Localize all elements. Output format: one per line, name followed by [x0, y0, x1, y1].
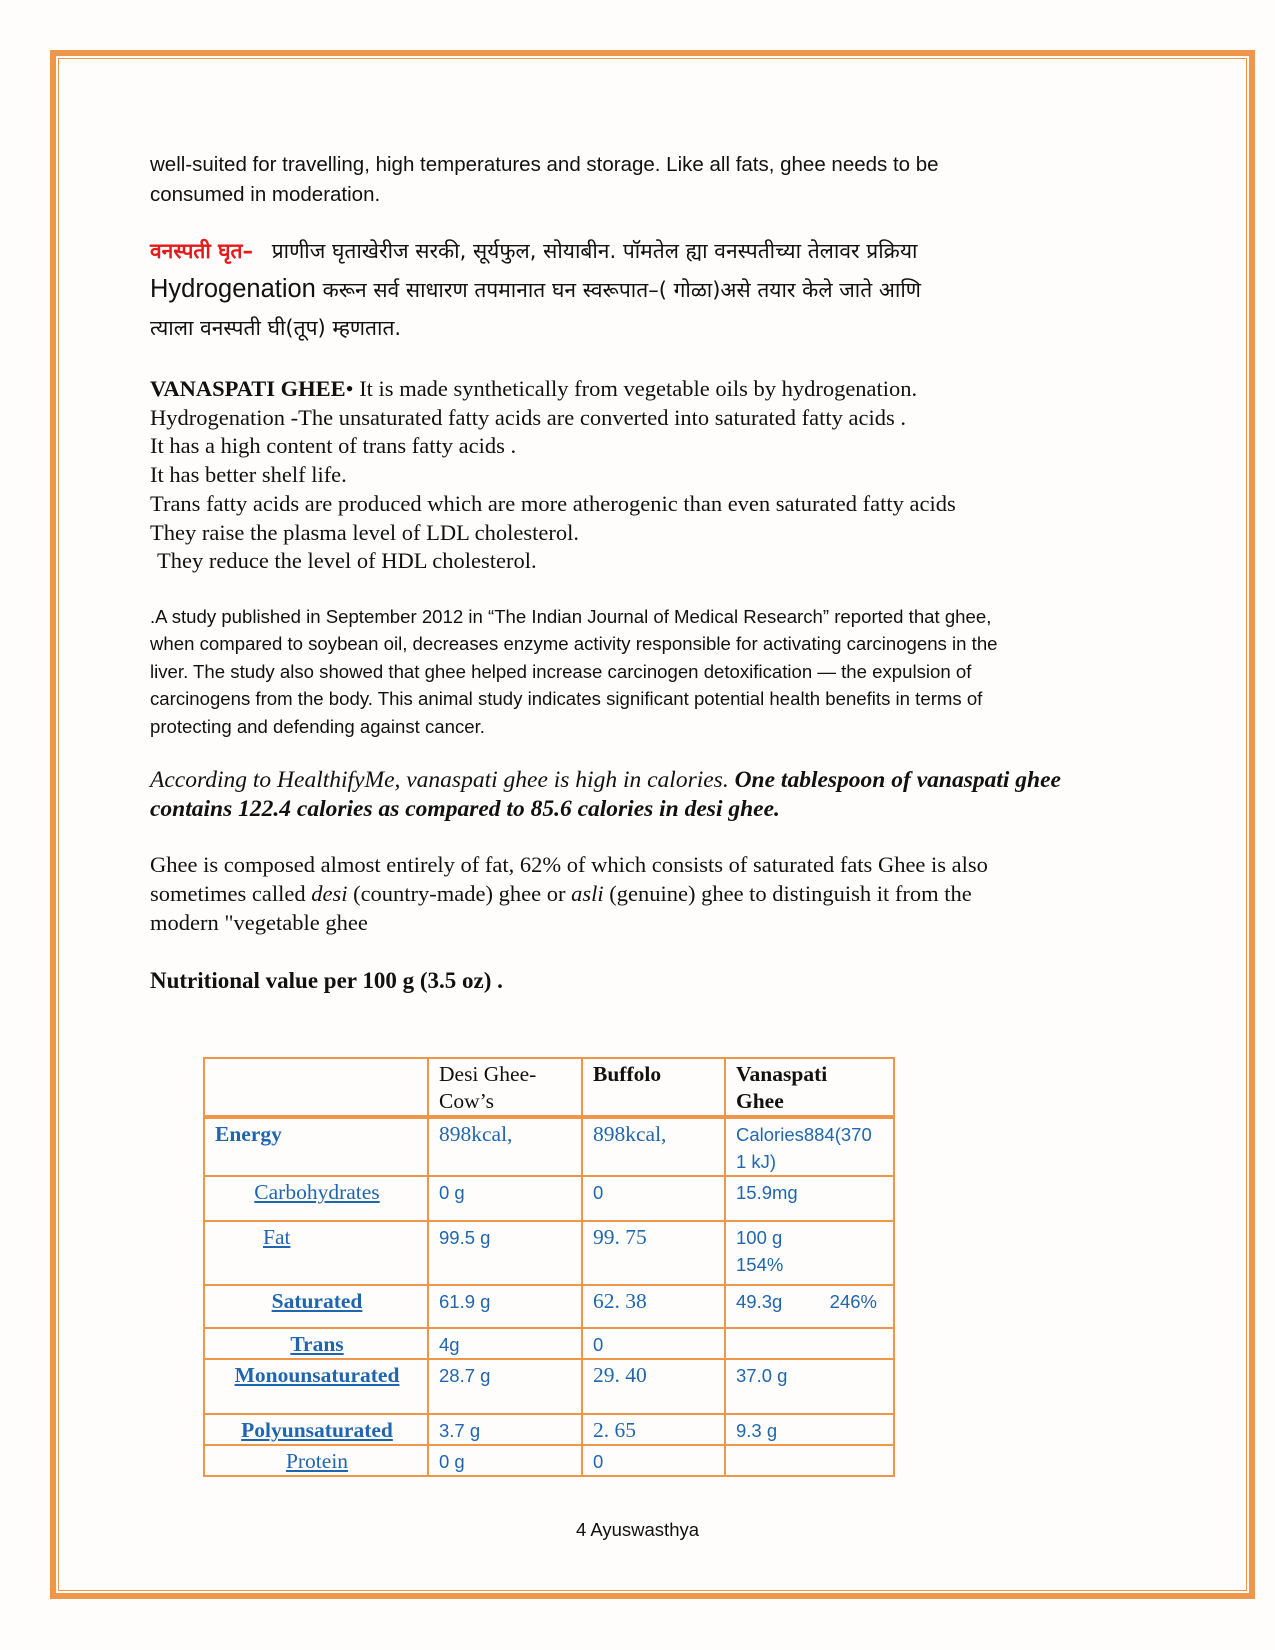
study-line: when compared to soybean oil, decreases enzyme activity responsible for activating carcinogens in the [150, 633, 998, 655]
study-line: carcinogens from the body. This animal study indicates significant potential health benefits in terms of [150, 688, 983, 710]
row-label-trans[interactable]: Trans [204, 1328, 428, 1359]
study-paragraph [150, 603, 1140, 741]
vanaspati-line: They reduce the level of HDL cholesterol. [157, 548, 537, 574]
cell-vanaspati [725, 1117, 894, 1176]
marathi-line: त्याला वनस्पती घी(तूप) म्हणतात. [150, 316, 402, 340]
cell-cow: 28.7 g [428, 1359, 582, 1414]
cell-cow: 4g [428, 1328, 582, 1359]
table-row [204, 1445, 894, 1476]
header-desi-ghee [428, 1058, 582, 1117]
header-empty-cell [204, 1058, 428, 1117]
cell-vanaspati [725, 1328, 894, 1359]
composed-text: sometimes called [150, 881, 312, 907]
header-text: Cow’s [439, 1089, 494, 1113]
composed-text: (country-made) ghee or [347, 881, 572, 907]
cell-vanaspati [725, 1445, 894, 1476]
table-header-row [204, 1058, 894, 1117]
table-row [204, 1359, 894, 1414]
table-row [204, 1414, 894, 1445]
composed-line: modern "vegetable ghee [150, 909, 368, 935]
intro-line: well-suited for travelling, high temperatures and storage. Like all fats, ghee needs to be [150, 153, 939, 176]
cell-cow: 898kcal, [428, 1117, 582, 1176]
cell-text: 154% [736, 1254, 784, 1275]
cell-cow: 0 g [428, 1445, 582, 1476]
cell-vanaspati: 15.9mg [725, 1176, 894, 1221]
cell-text: 49.3g [736, 1291, 783, 1312]
cell-vanaspati [725, 1221, 894, 1285]
header-text: Desi Ghee- [439, 1062, 537, 1086]
table-row [204, 1221, 894, 1285]
cell-text: Calories884(370 [736, 1124, 872, 1145]
header-text: Ghee [736, 1089, 784, 1113]
nutrition-table [203, 1057, 895, 1477]
study-line: liver. The study also showed that ghee helped increase carcinogen detoxification — the expulsion of [150, 660, 972, 682]
cell-vanaspati: 37.0 g [725, 1359, 894, 1414]
healthifyme-bold: contains 122.4 calories as compared to 85.6 calories in desi ghee. [150, 795, 780, 822]
cell-buffalo: 62. 38 [582, 1285, 725, 1328]
vanaspati-section [150, 375, 1140, 576]
healthifyme-italic: According to HealthifyMe, vanaspati ghee is high in calories. [150, 767, 729, 794]
cell-buffalo: 898kcal, [582, 1117, 725, 1176]
cell-text: 1 kJ) [736, 1151, 777, 1172]
composed-line: Ghee is composed almost entirely of fat, 62% of which consists of saturated fats Ghee is also [150, 852, 988, 878]
cell-buffalo: 99. 75 [582, 1221, 725, 1285]
cell-text: 100 g [736, 1227, 783, 1248]
vanaspati-line: They raise the plasma level of LDL cholesterol. [150, 519, 580, 545]
row-label-monounsaturated[interactable]: Monounsaturated [204, 1359, 428, 1414]
study-line: protecting and defending against cancer. [150, 715, 485, 737]
cell-vanaspati [725, 1285, 894, 1328]
marathi-heading: वनस्पती घृत– [150, 239, 254, 263]
cell-buffalo: 2. 65 [582, 1414, 725, 1445]
saturated-percent: 246% [829, 1291, 877, 1312]
cell-buffalo: 0 [582, 1176, 725, 1221]
table-row [204, 1117, 894, 1176]
hydrogenation-term: Hydrogenation [150, 275, 316, 303]
row-label-protein[interactable]: Protein [204, 1445, 428, 1476]
term-asli: asli [571, 881, 604, 907]
cell-cow: 61.9 g [428, 1285, 582, 1328]
row-label-carbohydrates[interactable]: Carbohydrates [204, 1176, 428, 1221]
table-row [204, 1328, 894, 1359]
vanaspati-line: It has a high content of trans fatty acids . [150, 433, 517, 459]
row-label-fat[interactable]: Fat [204, 1221, 428, 1285]
cell-vanaspati: 9.3 g [725, 1414, 894, 1445]
marathi-line: प्राणीज घृताखेरीज सरकी, सूर्यफुल, सोयाबीन. पॉमतेल ह्या वनस्पतीच्या तेलावर प्रक्रिया [271, 239, 918, 263]
header-vanaspati [725, 1058, 894, 1117]
row-label-saturated[interactable]: Saturated [204, 1285, 428, 1328]
vanaspati-line: It has better shelf life. [150, 462, 347, 488]
cell-buffalo: 0 [582, 1445, 725, 1476]
healthifyme-paragraph [150, 766, 1140, 823]
bullet: • [345, 376, 354, 401]
vanaspati-heading: VANASPATI GHEE [150, 376, 346, 401]
table-row [204, 1176, 894, 1221]
study-line: .A study published in September 2012 in “The Indian Journal of Medical Research” reported that ghee, [150, 605, 992, 627]
marathi-line: करून सर्व साधारण तपमानात घन स्वरूपात–( गोळा)असे तयार केले जाते आणि [322, 278, 921, 302]
page-footer: 4 Ayuswasthya [575, 1519, 700, 1540]
vanaspati-line: It is made synthetically from vegetable oils by hydrogenation. [353, 376, 918, 401]
cell-cow: 0 g [428, 1176, 582, 1221]
row-label-polyunsaturated[interactable]: Polyunsaturated [204, 1414, 428, 1445]
row-label-energy: Energy [204, 1117, 428, 1176]
composed-paragraph [150, 851, 1140, 937]
cell-buffalo: 0 [582, 1328, 725, 1359]
cell-buffalo: 29. 40 [582, 1359, 725, 1414]
intro-line: consumed in moderation. [150, 183, 381, 206]
cell-cow: 3.7 g [428, 1414, 582, 1445]
marathi-paragraph [150, 232, 1140, 347]
table-row [204, 1285, 894, 1328]
composed-text: (genuine) ghee to distinguish it from the [603, 881, 972, 907]
healthifyme-bold: One tablespoon of vanaspati ghee [728, 767, 1061, 794]
term-desi: desi [311, 881, 348, 907]
vanaspati-line: Hydrogenation -The unsaturated fatty acids are converted into saturated fatty acids . [150, 404, 906, 430]
cell-cow: 99.5 g [428, 1221, 582, 1285]
nutrition-title: Nutritional value per 100 g (3.5 oz) . [150, 967, 503, 993]
intro-paragraph [150, 150, 1140, 210]
page-content [150, 150, 1140, 996]
header-buffalo: Buffolo [582, 1058, 725, 1117]
header-text: Vanaspati [736, 1062, 828, 1086]
vanaspati-line: Trans fatty acids are produced which are more atherogenic than even saturated fatty acids [150, 490, 956, 516]
